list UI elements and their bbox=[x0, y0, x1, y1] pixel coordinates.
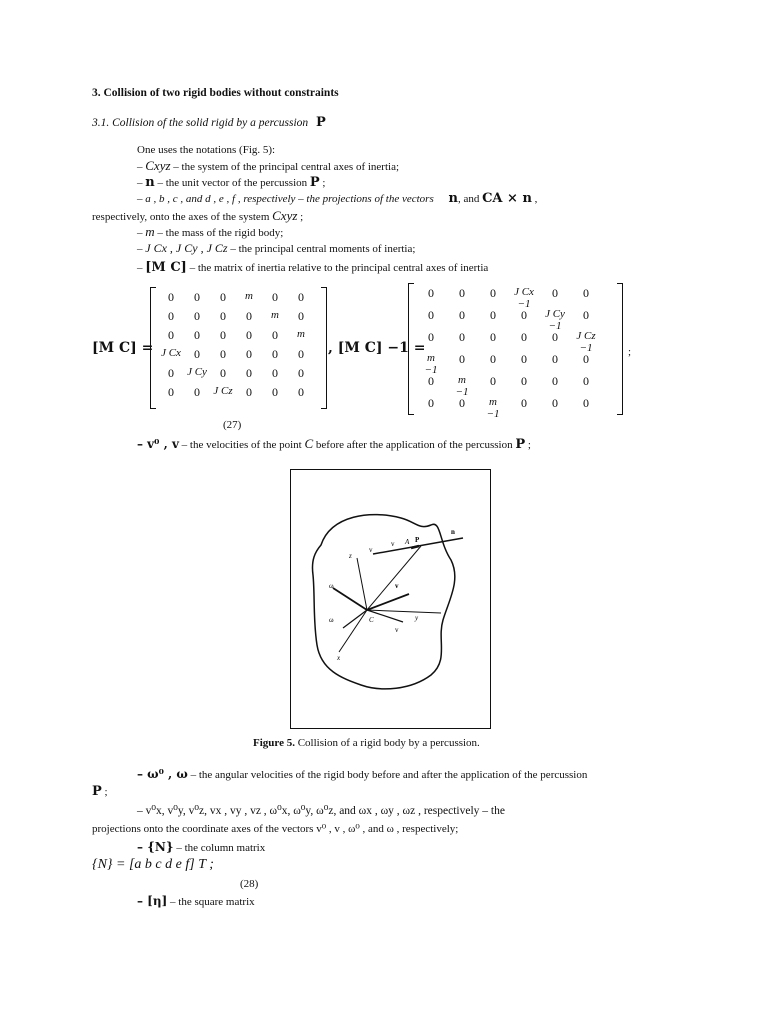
matrix-cell: 0 bbox=[272, 290, 278, 304]
matrix-cell: 0 bbox=[552, 396, 558, 410]
label-c: C bbox=[369, 616, 374, 624]
matrix-cell: 0 bbox=[552, 374, 558, 388]
matrix-cell: J Cy bbox=[187, 366, 207, 378]
subsection-symbol: P bbox=[316, 115, 326, 130]
matrix-cell: 0 bbox=[583, 286, 589, 300]
matrix-cell: 0 bbox=[428, 374, 434, 388]
matrix-cell: 0 bbox=[428, 286, 434, 300]
label-p: P bbox=[415, 536, 420, 544]
equation-number-28: (28) bbox=[240, 878, 259, 890]
matrix-cell: 0 bbox=[521, 374, 527, 388]
matrix-cell: 0 bbox=[459, 396, 465, 410]
matrix-cell: 0 bbox=[459, 352, 465, 366]
matrix-cell: 0 bbox=[428, 396, 434, 410]
item-abc: – a , b , c , and d , e , f , respectively – the projections of the vectors n, and CA × n , bbox=[137, 191, 538, 206]
item-mc: – [M C] – the matrix of inertia relative to the principal central axes of inertia bbox=[137, 260, 489, 275]
matrix-cell: 0 bbox=[298, 309, 304, 323]
n-equation: {N} = [a b c d e f] T ; bbox=[92, 857, 214, 872]
matrix-cell: 0 bbox=[246, 385, 252, 399]
matrix-cell: m −1 bbox=[424, 352, 438, 376]
omega-text: – the angular velocities of the rigid body before and after the application of the percussion bbox=[190, 769, 588, 781]
matrix-cell: 0 bbox=[552, 286, 558, 300]
label-v: v bbox=[395, 582, 399, 590]
item-velocities bbox=[137, 436, 531, 452]
x-axis bbox=[339, 610, 367, 652]
eta-symbol: – [η] bbox=[137, 894, 168, 908]
velocities-text2: before after the application of the percussion bbox=[315, 439, 513, 451]
matrix-cell: 0 bbox=[246, 328, 252, 342]
j-text: – the principal central moments of inertia; bbox=[230, 243, 416, 255]
item-abc-line2 bbox=[92, 208, 303, 224]
matrix-cell: 0 bbox=[459, 308, 465, 322]
figure-caption bbox=[253, 737, 480, 749]
abc-system-symbol: Cxyz bbox=[272, 208, 298, 223]
velocities-c-symbol: C bbox=[304, 436, 314, 451]
subsection-heading bbox=[92, 115, 326, 130]
abc-can-symbol: CA × n bbox=[482, 191, 532, 206]
subsection-heading-text: 3.1. Collision of the solid rigid by a percussion bbox=[92, 117, 309, 129]
matrix-cell: 0 bbox=[298, 385, 304, 399]
y-axis bbox=[367, 610, 441, 613]
matrix-cell: 0 bbox=[168, 309, 174, 323]
matrix-cell: 0 bbox=[490, 352, 496, 366]
label-y: y bbox=[415, 614, 419, 622]
matrix-cell: m −1 bbox=[455, 374, 469, 398]
matrix-cell: 0 bbox=[298, 366, 304, 380]
z-axis bbox=[357, 558, 367, 610]
matrix-mc-left-bracket bbox=[150, 287, 156, 409]
matrix-cell: 0 bbox=[490, 374, 496, 388]
label-omega: ω bbox=[329, 582, 334, 590]
item-n-column bbox=[137, 840, 265, 854]
matrix-cell: 0 bbox=[490, 308, 496, 322]
matrix-cell: 0 bbox=[521, 308, 527, 322]
item-projections: – v⁰x, v⁰y, v⁰z, vx , vy , vz , ω⁰x, ω⁰y, ω⁰z, and ωx , ωy , ωz , respectively – the bbox=[137, 805, 505, 817]
velocities-symbols: – v⁰ , v bbox=[137, 437, 179, 451]
matrix-cell: m −1 bbox=[486, 396, 500, 420]
item-eta bbox=[137, 894, 255, 908]
matrix-cell: 0 bbox=[220, 347, 226, 361]
matrix-cell: 0 bbox=[220, 309, 226, 323]
matrix-cell: 0 bbox=[246, 309, 252, 323]
matrix-cell: 0 bbox=[272, 328, 278, 342]
n-p-symbol: P bbox=[309, 175, 320, 190]
matrix-cell: 0 bbox=[298, 347, 304, 361]
label-v0: v bbox=[395, 626, 399, 634]
matrix-cell: 0 bbox=[583, 374, 589, 388]
item-m: – m – the mass of the rigid body; bbox=[137, 224, 284, 239]
item-n: – n – the unit vector of the percussion P ; bbox=[137, 175, 326, 190]
item-cxyz: – Cxyz – the system of the principal central axes of inertia; bbox=[137, 158, 400, 173]
j-symbols: J Cx , J Cy , J Cz bbox=[145, 241, 228, 255]
matrix-cell: 0 bbox=[246, 347, 252, 361]
matrix-cell: 0 bbox=[194, 290, 200, 304]
item-j: – J Cx , J Cy , J Cz – the principal central moments of inertia; bbox=[137, 241, 416, 255]
n-column-symbol: – {N} bbox=[137, 840, 174, 854]
omega-symbols: – ω⁰ , ω bbox=[137, 767, 188, 781]
figure-5-frame bbox=[290, 469, 491, 729]
matrix-cell: 0 bbox=[459, 286, 465, 300]
matrix-cell: 0 bbox=[521, 330, 527, 344]
m-symbol: m bbox=[145, 224, 155, 239]
figure-5-drawing bbox=[291, 470, 490, 728]
abc-and: , and bbox=[457, 193, 480, 205]
n-text: – the unit vector of the percussion bbox=[157, 177, 308, 189]
velocities-text: – the velocities of the point bbox=[181, 439, 302, 451]
label-x: x bbox=[337, 654, 341, 662]
matrix-cell: 0 bbox=[272, 366, 278, 380]
matrix-cell: 0 bbox=[459, 330, 465, 344]
abc-end: ; bbox=[300, 211, 304, 223]
mc-text: – the matrix of inertia relative to the principal central axes of inertia bbox=[189, 262, 489, 274]
item-omega bbox=[137, 767, 587, 781]
m-text: – the mass of the rigid body; bbox=[157, 227, 284, 239]
eta-text: – the square matrix bbox=[170, 896, 255, 908]
n-column-text: – the column matrix bbox=[176, 842, 266, 854]
abc-text: a , b , c , and d , e , f , respectively – the projections of the vectors bbox=[145, 193, 434, 205]
label-omega0: ω bbox=[329, 616, 334, 624]
matrix-cell: 0 bbox=[521, 396, 527, 410]
matrix-cell: J Cx −1 bbox=[514, 286, 534, 310]
abc-n-symbol: n bbox=[448, 191, 458, 206]
matrix-cell: 0 bbox=[194, 347, 200, 361]
matrix-end: ; bbox=[628, 346, 632, 358]
matrix-cell: 0 bbox=[168, 366, 174, 380]
cxyz-symbol: Cxyz bbox=[145, 158, 171, 173]
matrix-cell: 0 bbox=[220, 290, 226, 304]
cxyz-text: – the system of the principal central axes of inertia; bbox=[173, 161, 400, 173]
matrix-cell: 0 bbox=[168, 328, 174, 342]
matrix-cell: m bbox=[297, 328, 305, 340]
matrix-inv-lhs: , [M C] −1 = bbox=[328, 340, 426, 356]
matrix-cell: J Cy −1 bbox=[545, 308, 565, 332]
rigid-body-outline bbox=[312, 515, 454, 689]
item-omega-line2 bbox=[92, 784, 108, 799]
matrix-cell: 0 bbox=[220, 328, 226, 342]
equation-number-27: (27) bbox=[223, 419, 242, 431]
omega-p-symbol: P bbox=[92, 784, 102, 799]
matrix-cell: m bbox=[245, 290, 253, 302]
matrix-cell: 0 bbox=[428, 308, 434, 322]
matrix-cell: 0 bbox=[552, 352, 558, 366]
label-a: A bbox=[405, 538, 410, 546]
n-symbol: n bbox=[145, 175, 155, 190]
section-heading: 3. Collision of two rigid bodies without constraints bbox=[92, 87, 339, 99]
matrix-cell: 0 bbox=[583, 352, 589, 366]
matrix-cell: 0 bbox=[428, 330, 434, 344]
abc-line2-text: respectively, onto the axes of the system bbox=[92, 211, 270, 223]
velocities-p-symbol: P bbox=[515, 437, 526, 452]
label-v1: v bbox=[391, 540, 395, 548]
matrix-inv-right-bracket bbox=[617, 283, 623, 415]
matrix-cell: J Cx bbox=[161, 347, 181, 359]
matrix-inv-left-bracket bbox=[408, 283, 414, 415]
matrix-cell: 0 bbox=[272, 347, 278, 361]
item-projections-line2: projections onto the coordinate axes of the vectors v⁰ , v , ω⁰ , and ω , respectively; bbox=[92, 823, 459, 835]
matrix-cell: 0 bbox=[168, 290, 174, 304]
matrix-cell: 0 bbox=[298, 290, 304, 304]
matrix-cell: 0 bbox=[246, 366, 252, 380]
matrix-cell: 0 bbox=[490, 330, 496, 344]
matrix-cell: 0 bbox=[194, 328, 200, 342]
n-tail: ; bbox=[322, 177, 326, 189]
matrix-lhs: [M C] = bbox=[92, 340, 154, 356]
omega-end: ; bbox=[104, 786, 108, 798]
label-vt: v bbox=[369, 546, 373, 554]
matrix-cell: 0 bbox=[220, 366, 226, 380]
matrix-cell: 0 bbox=[583, 396, 589, 410]
matrix-cell: 0 bbox=[552, 330, 558, 344]
matrix-cell: J Cz −1 bbox=[576, 330, 596, 354]
matrix-cell: m bbox=[271, 309, 279, 321]
omega-vector bbox=[333, 588, 367, 610]
matrix-cell: 0 bbox=[490, 286, 496, 300]
velocities-end: ; bbox=[527, 439, 531, 451]
omega0-vector bbox=[343, 610, 367, 628]
matrix-cell: 0 bbox=[521, 352, 527, 366]
mc-symbol: [M C] bbox=[145, 260, 187, 275]
label-z: z bbox=[349, 552, 352, 560]
matrix-mc-right-bracket bbox=[321, 287, 327, 409]
matrix-cell: J Cz bbox=[213, 385, 233, 397]
label-n: n bbox=[451, 528, 455, 536]
matrix-cell: 0 bbox=[583, 308, 589, 322]
intro-text: One uses the notations (Fig. 5): bbox=[137, 144, 276, 156]
figure-caption-label: Figure 5. bbox=[253, 737, 295, 749]
matrix-cell: 0 bbox=[272, 385, 278, 399]
figure-caption-text: Collision of a rigid body by a percussion. bbox=[297, 737, 480, 749]
matrix-cell: 0 bbox=[194, 385, 200, 399]
matrix-cell: 0 bbox=[194, 309, 200, 323]
matrix-cell: 0 bbox=[168, 385, 174, 399]
